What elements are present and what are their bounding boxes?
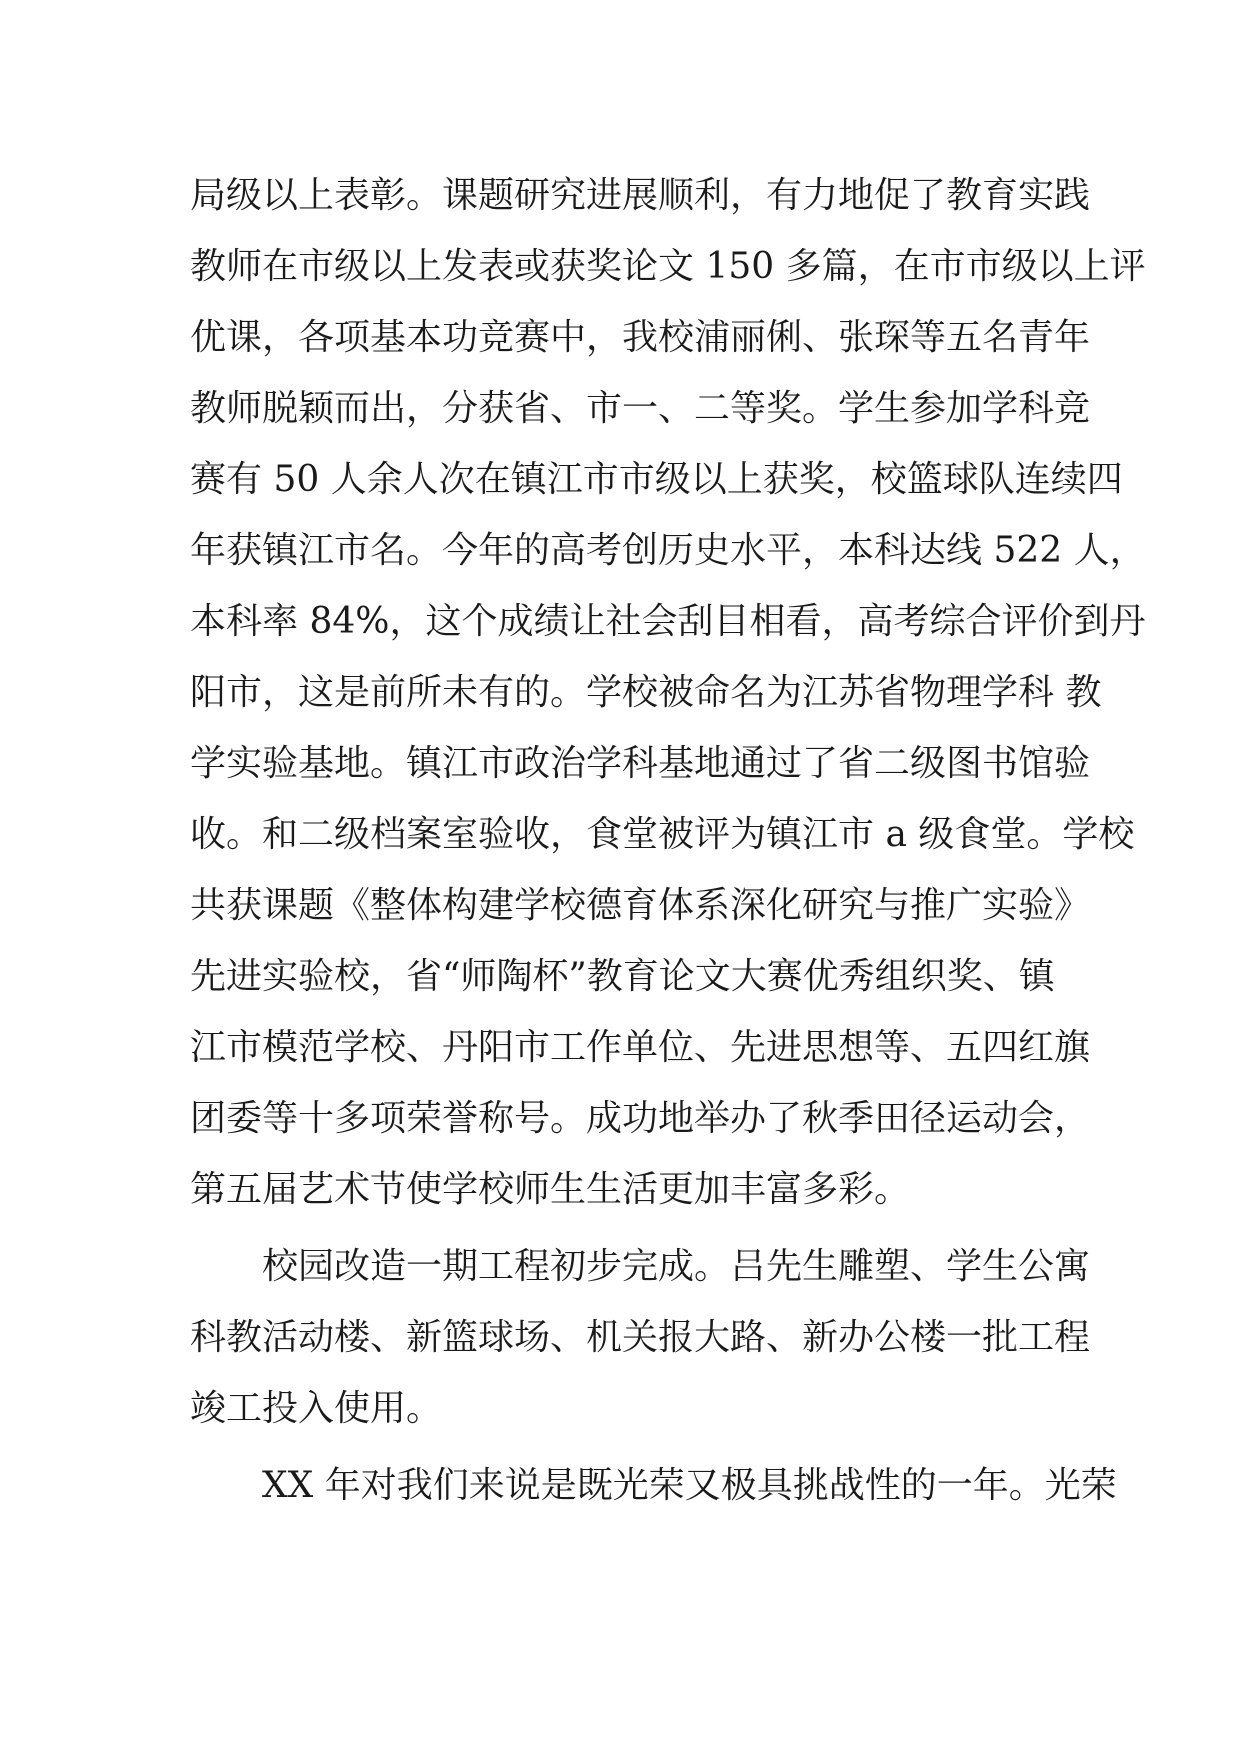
text-line: 共获课题《整体构建学校德育体系深化研究与推广实验》	[190, 885, 1091, 926]
text-line: 教师在市级以上发表或获奖论文 150 多篇，在市市级以上评	[190, 246, 1146, 287]
document-body	[190, 160, 1146, 1521]
text-line: 第五届艺术节使学校师生生活更加丰富多彩。	[190, 1169, 911, 1210]
paragraph-first-line: 校园改造一期工程初步完成。吕先生雕塑、学生公寓	[262, 1246, 1091, 1287]
text-line: 本科率 84%，这个成绩让社会刮目相看，高考综合评价到丹	[190, 601, 1146, 642]
text-line: 年获镇江市名。今年的高考创历史水平，本科达线 522 人，	[190, 530, 1146, 571]
text-line: 赛有 50 人余人次在镇江市市级以上获奖，校篮球队连续四	[190, 459, 1123, 500]
text-line: 教师脱颖而出，分获省、市一、二等奖。学生参加学科竞	[190, 388, 1091, 429]
text-line: 竣工投入使用。	[190, 1388, 443, 1429]
text-line: 团委等十多项荣誉称号。成功地举办了秋季田径运动会，	[190, 1098, 1091, 1139]
text-line: 先进实验校，省“师陶杯”教育论文大赛优秀组织奖、镇	[190, 956, 1055, 997]
text-line: 科教活动楼、新篮球场、机关报大路、新办公楼一批工程	[190, 1317, 1091, 1358]
paragraph-first-line: XX 年对我们来说是既光荣又极具挑战性的一年。光荣	[262, 1465, 1117, 1506]
text-line: 江市模范学校、丹阳市工作单位、先进思想等、五四红旗	[190, 1027, 1091, 1068]
text-line: 学实验基地。镇江市政治学科基地通过了省二级图书馆验	[190, 743, 1091, 784]
text-line: 局级以上表彰。课题研究进展顺利，有力地促了教育实践	[190, 175, 1091, 216]
text-line: 阳市，这是前所未有的。学校被命名为江苏省物理学科 教	[190, 672, 1102, 713]
text-line: 优课，各项基本功竞赛中，我校浦丽俐、张琛等五名青年	[190, 317, 1091, 358]
text-line: 收。和二级档案室验收，食堂被评为镇江市 a 级食堂。学校	[190, 814, 1135, 855]
